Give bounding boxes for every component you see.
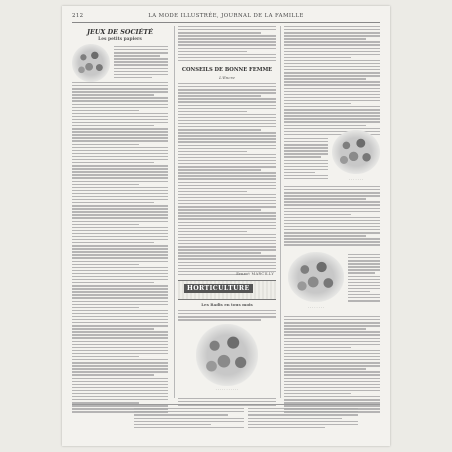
footer-table-right (248, 408, 358, 430)
column-middle-top-text (178, 26, 276, 63)
horticulture-subtitle: Les Radis en tous mois (201, 302, 253, 307)
radish-bunch-engraving (196, 324, 258, 386)
figure-caption: · · · · · · · (348, 178, 363, 182)
horticulture-banner-title: HORTICULTURE (184, 284, 253, 293)
conseils-text (178, 83, 276, 277)
column-right-text-mid (284, 186, 380, 248)
games-text-body (72, 82, 168, 414)
games-subtitle: Les petits papiers (98, 37, 142, 42)
column-right-text-bottom (284, 316, 380, 415)
figure-caption: · · · · · · · · · · · (215, 388, 239, 392)
long-radish-engraving (288, 252, 344, 302)
games-title: JEUX DE SOCIÉTÉ (86, 28, 154, 36)
header-rule (72, 22, 380, 23)
round-radish-engraving (332, 130, 380, 174)
conseils-subtitle: L'Encre (219, 75, 235, 80)
page-number: 212 (72, 13, 84, 19)
flower-engraving (72, 44, 110, 82)
column-separator (174, 26, 175, 398)
column-separator (280, 26, 281, 398)
running-title: LA MODE ILLUSTRÉE, JOURNAL DE LA FAMILLE (148, 13, 304, 19)
conseils-signature: Ernest MARCILLY (236, 272, 274, 276)
column-right-text-wrap-2 (348, 254, 380, 303)
magazine-page (62, 6, 390, 446)
horticulture-intro-text (178, 310, 276, 322)
horticulture-banner (178, 280, 276, 300)
column-right-text-wrap (284, 138, 328, 181)
figure-caption: · · · · · · · · (307, 306, 325, 310)
games-text-intro (114, 46, 168, 80)
page-footer (72, 404, 380, 435)
conseils-title: CONSEILS DE BONNE FEMME (181, 67, 273, 73)
page-header (72, 13, 380, 21)
footer-table-left (134, 408, 244, 430)
column-right-text-top (284, 26, 380, 137)
